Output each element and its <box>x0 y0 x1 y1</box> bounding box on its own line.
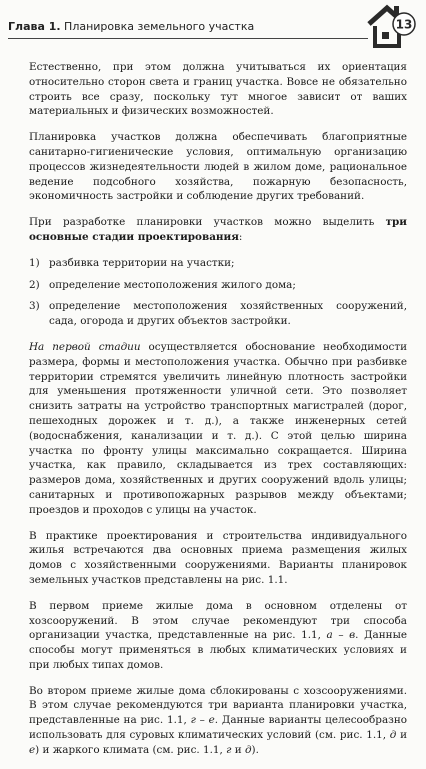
italic-text: г – е <box>190 714 215 727</box>
italic-text: г <box>226 743 232 756</box>
paragraph <box>29 684 407 758</box>
paragraph-text: осуществляется обоснование необходимости размера, формы и местоположения участка. Обычно при разбивке территории стремятся увеличить линейную плотность застройки для уменьшения протяженности уличной сети. Это позволяет снизить затраты на устройство транспортных магистралей (дорог, пешеходных дорожек и т. д.), а также инженерных сетей (водоснабжения, канализации и т. д.). С этой целью ширина участка по фронту улицы максимально сокращается. Ширина участка, как правило, складывается из трех составляющих: размеров дома, хозяйственных и других сооружений вдоль улицы; санитарных и противопожарных разрывов между объектами; проездов и проходов с улицы на участок. <box>29 340 408 516</box>
list-text: определение местоположения жилого дома; <box>49 278 296 291</box>
list-number: 1) <box>29 256 40 269</box>
header-rule <box>8 38 368 39</box>
paragraph-text: . Данные варианты целесообразно использовать для суровых климатических условий (см. рис. 1.1, <box>29 714 408 742</box>
paragraph <box>29 599 407 673</box>
paragraph-text: и <box>231 743 245 756</box>
page-body <box>29 60 407 769</box>
italic-text: На первой стадии <box>29 340 141 353</box>
italic-text: д <box>389 729 397 742</box>
paragraph-text: При разработке планировки участков можно выделить <box>29 216 386 229</box>
list-text: определение местоположения хозяйственных сооружений, сада, огорода и других объектов застройки. <box>49 300 407 328</box>
list-number: 3) <box>29 300 40 313</box>
italic-text: а – в <box>326 629 356 642</box>
running-header <box>8 20 254 33</box>
list-number: 2) <box>29 278 40 291</box>
paragraph-text: и <box>396 729 408 742</box>
paragraph-text: : <box>238 230 243 243</box>
chapter-label: Глава 1. <box>8 20 61 33</box>
chapter-title: Планировка земельного участка <box>60 20 255 33</box>
list-item <box>29 256 407 271</box>
italic-text: д <box>244 743 252 756</box>
paragraph: Планировка участков должна обеспечивать благоприятные санитарно-гигиенические условия, оптимальную организацию процессов жизнедеятельности людей в жилом доме, рациональное ведение подсобного хозяйства, пожарную безопасность, экономичность застройки и соблюдение других требований. <box>29 131 407 203</box>
stages-list <box>29 256 407 329</box>
emphasis-text: три основные стадии проектирования <box>29 216 407 243</box>
paragraph-text: ). <box>251 743 259 756</box>
paragraph-text: Во втором приеме жилые дома сблокированы с хозсооружениями. В этом случае рекомендуются три варианта планировки участка, представленные на рис. 1.1, <box>29 684 407 727</box>
paragraph: Естественно, при этом должна учитываться их ориентация относительно сторон света и границ участка. Вовсе не обязательно строить все сразу, поскольку тут многое зависит от ваших материальных и физических возможностей. <box>29 61 407 118</box>
paragraph: В практике проектирования и строительства индивидуального жилья встречаются два основных приема размещения жилых домов с хозяйственными сооружениями. Варианты планировок земельных участков представлены на рис. 1.1. <box>29 529 407 586</box>
paragraph <box>29 340 407 518</box>
paragraph-text: ) и жаркого климата (см. рис. 1.1, <box>35 743 227 756</box>
list-item <box>29 278 407 293</box>
italic-text: е <box>29 743 36 756</box>
list-item <box>29 299 407 329</box>
list-text: разбивка территории на участки; <box>49 256 235 269</box>
paragraph-text: В первом приеме жилые дома в основном отделены от хозсооружений. В этом случае рекомендуют три способа организации участка, представленные на рис. 1.1, <box>29 599 407 642</box>
paragraph-text: . Данные способы могут применяться в любых климатических условиях и при любых типах домов. <box>29 629 407 671</box>
paragraph <box>29 215 407 245</box>
page-number: 13 <box>395 17 413 32</box>
house-logo-icon <box>367 2 417 48</box>
